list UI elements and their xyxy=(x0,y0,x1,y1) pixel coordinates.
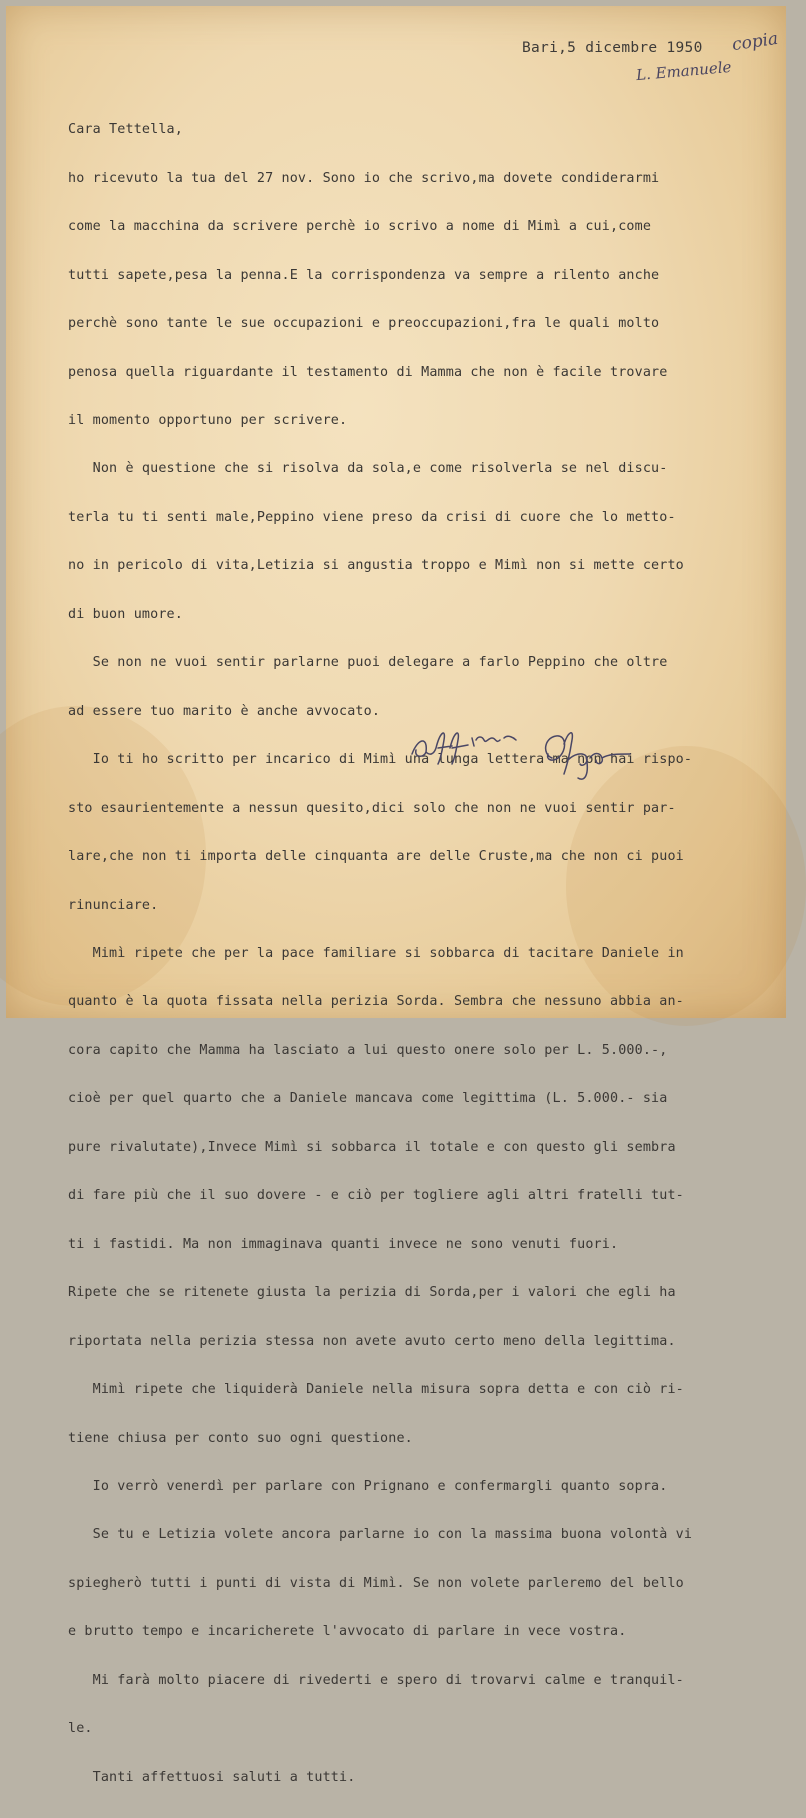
letter-line: Tanti affettuosi saluti a tutti. xyxy=(68,1769,356,1785)
letter-line: Ripete che se ritenete giusta la perizia di Sorda,per i valori che egli ha xyxy=(68,1285,676,1301)
letter-line: rinunciare. xyxy=(68,897,159,913)
letter-line: penosa quella riguardante il testamento di Mamma che non è facile trovare xyxy=(68,364,668,380)
letter-line: ti i fastidi. Ma non immaginava quanti invece ne sono venuti fuori. xyxy=(68,1236,619,1252)
letter-line: lare,che non ti importa delle cinquanta are delle Cruste,ma che non ci puoi xyxy=(68,849,684,865)
letter-line: di fare più che il suo dovere - e ciò per togliere agli altri fratelli tut- xyxy=(68,1188,684,1204)
letter-line: Io verrò venerdì per parlare con Prignano e confermargli quanto sopra. xyxy=(68,1479,668,1494)
letter-line: Io ti ho scritto per incarico di Mimì una lunga lettera ma non hai rispo- xyxy=(68,752,693,768)
letter-line: Se tu e Letizia volete ancora parlarne io con la massima buona volontà vi xyxy=(68,1527,693,1543)
letter-line: Non è questione che si risolva da sola,e come risolverla se nel discu- xyxy=(68,461,668,477)
letter-line: sto esaurientemente a nessun quesito,dici solo che non ne vuoi sentir par- xyxy=(68,800,676,816)
letter-line: riportata nella perizia stessa non avete avuto certo meno della legittima. xyxy=(68,1333,676,1349)
letter-line: di buon umore. xyxy=(68,606,183,622)
letter-line: cioè per quel quarto che a Daniele mancava come legittima (L. 5.000.- sia xyxy=(68,1091,668,1107)
signature-closing xyxy=(404,718,544,768)
letter-line: cora capito che Mamma ha lasciato a lui questo onere solo per L. 5.000.-, xyxy=(68,1042,668,1058)
letter-line: terla tu ti senti male,Peppino viene preso da crisi di cuore che lo metto- xyxy=(68,509,676,525)
letter-line: Se non ne vuoi sentir parlarne puoi delegare a farlo Peppino che oltre xyxy=(68,655,668,671)
letter-line: no in pericolo di vita,Letizia si angustia troppo e Mimì non si mette certo xyxy=(68,558,684,574)
letter-line: come la macchina da scrivere perchè io scrivo a nome di Mimì a cui,come xyxy=(68,219,652,235)
letter-line: tutti sapete,pesa la penna.E la corrispondenza va sempre a rilento anche xyxy=(68,267,660,283)
annotation-copia: copia xyxy=(730,28,780,56)
letter-line: il momento opportuno per scrivere. xyxy=(68,413,348,429)
letter-line: le. xyxy=(68,1721,93,1737)
letter-line: Mimì ripete che per la pace familiare si sobbarca di tacitare Daniele in xyxy=(68,946,684,962)
letter-line: perchè sono tante le sue occupazioni e preoccupazioni,fra le quali molto xyxy=(68,316,660,332)
letter-body xyxy=(68,90,788,1818)
letter-line: pure rivalutate),Invece Mimì si sobbarca il totale e con questo gli sembra xyxy=(68,1139,676,1155)
letter-line: ad essere tuo marito è anche avvocato. xyxy=(68,703,381,719)
letter-sheet xyxy=(6,6,786,1785)
annotation-name: L. Emanuele xyxy=(635,57,733,85)
letter-line: ho ricevuto la tua del 27 nov. Sono io che scrivo,ma dovete condiderarmi xyxy=(68,170,660,186)
letter-line: spiegherò tutti i punti di vista di Mimì. Se non volete parleremo del bello xyxy=(68,1575,684,1591)
letter-line: e brutto tempo e incaricherete l'avvocato di parlare in vece vostra. xyxy=(68,1624,627,1640)
letter-line: Mi farà molto piacere di rivederti e spero di trovarvi calme e tranquil- xyxy=(68,1672,684,1688)
letter-line: Cara Tettella, xyxy=(68,122,183,138)
letter-line: tiene chiusa per conto suo ogni questione. xyxy=(68,1430,413,1446)
letter-line: Mimì ripete che liquiderà Daniele nella misura sopra detta e con ciò ri- xyxy=(68,1382,684,1398)
signature-name xyxy=(534,724,644,784)
letter-line: quanto è la quota fissata nella perizia Sorda. Sembra che nessuno abbia an- xyxy=(68,994,684,1010)
letter-date: Bari,5 dicembre 1950 xyxy=(522,40,703,56)
